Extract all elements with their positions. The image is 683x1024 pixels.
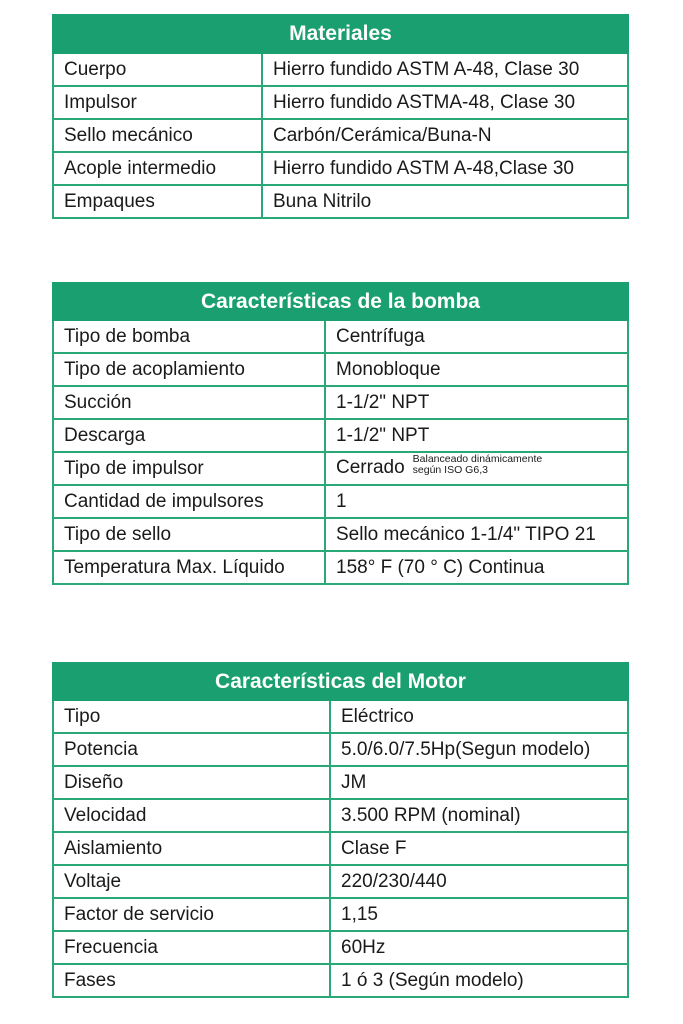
row-label: Succión xyxy=(53,386,325,419)
row-value: Buna Nitrilo xyxy=(262,185,628,218)
table-row xyxy=(53,931,628,964)
row-label: Frecuencia xyxy=(53,931,330,964)
row-label: Acople intermedio xyxy=(53,152,262,185)
row-label: Descarga xyxy=(53,419,325,452)
balance-note xyxy=(413,454,543,476)
row-label: Factor de servicio xyxy=(53,898,330,931)
table-row xyxy=(53,898,628,931)
row-value: 60Hz xyxy=(330,931,628,964)
row-label: Aislamiento xyxy=(53,832,330,865)
row-label: Tipo de sello xyxy=(53,518,325,551)
table-row xyxy=(53,386,628,419)
table-row xyxy=(53,119,628,152)
row-value: Centrífuga xyxy=(325,320,628,353)
table-row xyxy=(53,320,628,353)
table-row xyxy=(53,485,628,518)
row-label: Velocidad xyxy=(53,799,330,832)
row-value: Sello mecánico 1-1/4" TIPO 21 xyxy=(325,518,628,551)
table-row xyxy=(53,700,628,733)
table-row xyxy=(53,152,628,185)
row-label: Tipo de acoplamiento xyxy=(53,353,325,386)
row-value: 1 xyxy=(325,485,628,518)
materiales-table xyxy=(52,14,629,219)
row-value: 220/230/440 xyxy=(330,865,628,898)
row-value: 1 ó 3 (Según modelo) xyxy=(330,964,628,997)
row-label: Empaques xyxy=(53,185,262,218)
table-row xyxy=(53,865,628,898)
balance-note-line2: según ISO G6,3 xyxy=(412,464,488,477)
table-row xyxy=(53,452,628,485)
impulsor-type-value: Cerrado xyxy=(336,457,405,479)
row-value: Monobloque xyxy=(325,353,628,386)
table-row xyxy=(53,185,628,218)
row-value: Eléctrico xyxy=(330,700,628,733)
table-row xyxy=(53,766,628,799)
balance-note-line1: Balanceado dinámicamente xyxy=(412,453,543,466)
row-value: 1-1/2" NPT xyxy=(325,386,628,419)
table-row xyxy=(53,964,628,997)
table-row xyxy=(53,53,628,86)
row-label: Cantidad de impulsores xyxy=(53,485,325,518)
motor-title: Características del Motor xyxy=(53,663,628,700)
row-value: JM xyxy=(330,766,628,799)
row-value: 1-1/2" NPT xyxy=(325,419,628,452)
row-value xyxy=(325,452,628,485)
row-label: Tipo de impulsor xyxy=(53,452,325,485)
row-label: Temperatura Max. Líquido xyxy=(53,551,325,584)
motor-table xyxy=(52,662,629,998)
row-label: Sello mecánico xyxy=(53,119,262,152)
table-row xyxy=(53,86,628,119)
row-value: 158° F (70 ° C) Continua xyxy=(325,551,628,584)
table-row xyxy=(53,419,628,452)
bomba-title: Características de la bomba xyxy=(53,283,628,320)
row-label: Cuerpo xyxy=(53,53,262,86)
row-label: Impulsor xyxy=(53,86,262,119)
row-value: 3.500 RPM (nominal) xyxy=(330,799,628,832)
row-value: Hierro fundido ASTMA-48, Clase 30 xyxy=(262,86,628,119)
table-row xyxy=(53,733,628,766)
row-value: Hierro fundido ASTM A-48,Clase 30 xyxy=(262,152,628,185)
row-value: Clase F xyxy=(330,832,628,865)
bomba-table xyxy=(52,282,629,585)
row-label: Tipo de bomba xyxy=(53,320,325,353)
row-label: Potencia xyxy=(53,733,330,766)
row-label: Voltaje xyxy=(53,865,330,898)
table-row xyxy=(53,353,628,386)
row-label: Tipo xyxy=(53,700,330,733)
materiales-title: Materiales xyxy=(53,15,628,53)
table-row xyxy=(53,799,628,832)
table-row xyxy=(53,832,628,865)
table-row xyxy=(53,551,628,584)
row-value: 5.0/6.0/7.5Hp(Segun modelo) xyxy=(330,733,628,766)
row-label: Diseño xyxy=(53,766,330,799)
row-label: Fases xyxy=(53,964,330,997)
row-value: Carbón/Cerámica/Buna-N xyxy=(262,119,628,152)
table-row xyxy=(53,518,628,551)
row-value: 1,15 xyxy=(330,898,628,931)
row-value: Hierro fundido ASTM A-48, Clase 30 xyxy=(262,53,628,86)
